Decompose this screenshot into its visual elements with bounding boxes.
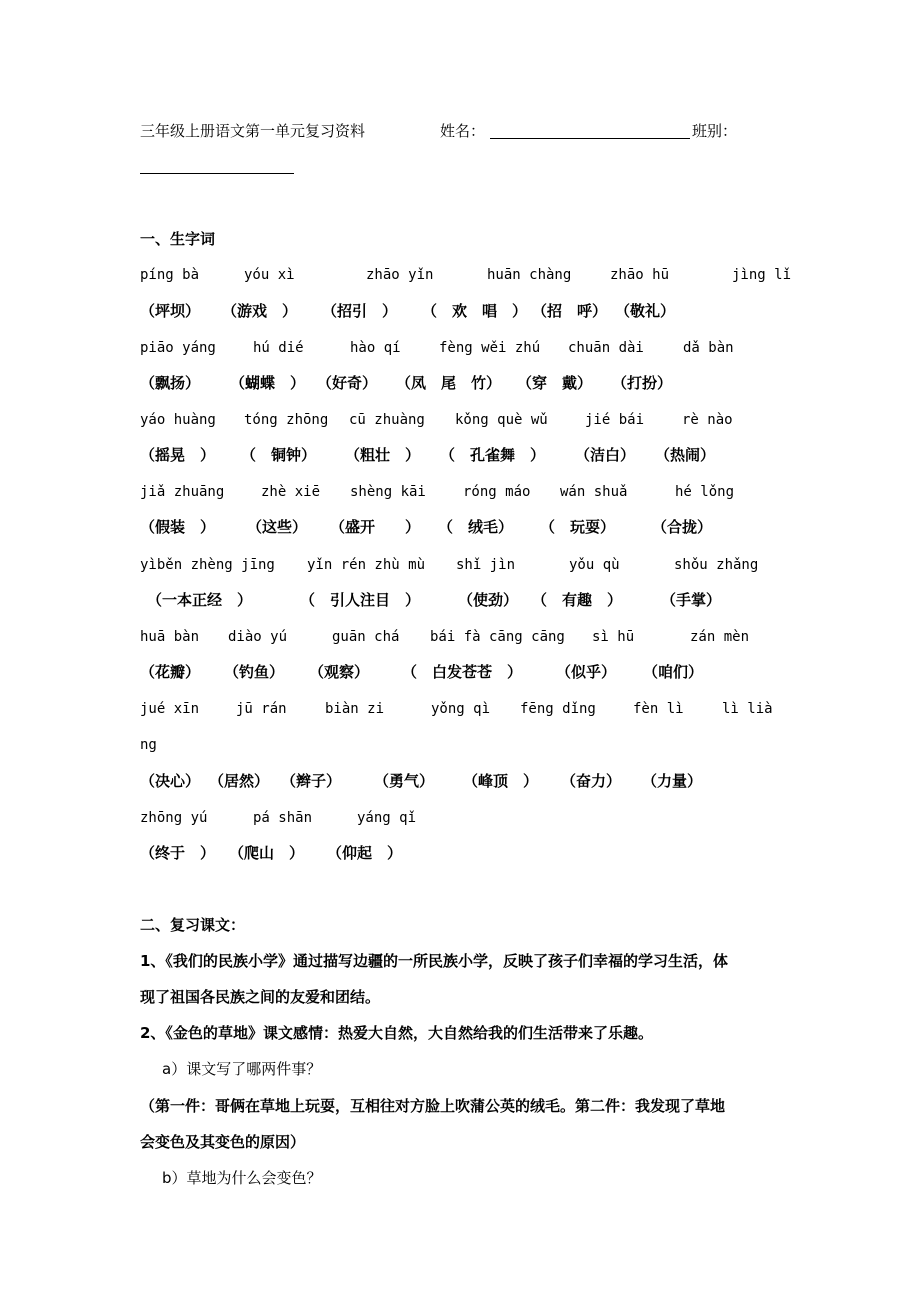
vocab-word: （合拢）: [652, 518, 713, 536]
pinyin: tóng zhōng: [244, 412, 329, 428]
pinyin: shèng kāi: [350, 484, 426, 500]
pinyin: chuān dài: [568, 340, 644, 356]
vocab-word: （游戏 ）: [222, 302, 298, 320]
pinyin: hào qí: [350, 340, 401, 356]
pinyin: lì lià: [722, 701, 773, 717]
vocab-word: （招引 ）: [322, 302, 398, 320]
pinyin: róng máo: [463, 484, 531, 500]
vocab-word: （洁白）: [575, 446, 636, 464]
pinyin: piāo yáng: [140, 340, 216, 356]
pinyin: fèn lì: [633, 701, 684, 717]
pinyin: zhāo hū: [610, 267, 670, 283]
pinyin: zhōng yú: [140, 810, 208, 826]
vocab-word: （居然）: [209, 772, 270, 790]
pinyin: pá shān: [253, 810, 313, 826]
vocab-word: （蝴蝶 ）: [230, 374, 306, 392]
pinyin: jū rán: [236, 701, 287, 717]
vocab-word: （钓鱼）: [224, 663, 285, 681]
vocab-word: （峰顶 ）: [463, 772, 539, 790]
name-blank-line: [490, 138, 690, 139]
vocab-word: （好奇）: [317, 374, 378, 392]
pinyin: píng bà: [140, 267, 200, 283]
class-blank-line: [140, 173, 294, 174]
answer-a-line-1: （第一件：哥俩在草地上玩耍，互相往对方脸上吹蒲公英的绒毛。第二件：我发现了草地: [140, 1097, 726, 1115]
pinyin: yǐn rén zhù mù: [307, 557, 426, 573]
pinyin: jué xīn: [140, 701, 200, 717]
vocab-word: （使劲）: [458, 591, 519, 609]
pinyin-wrap: ng: [140, 737, 157, 753]
vocab-word: （飘扬）: [140, 374, 201, 392]
vocab-word: （似乎）: [556, 663, 617, 681]
paragraph-1-line-2: 现了祖国各民族之间的友爱和团结。: [140, 988, 381, 1006]
vocab-word: （奋力）: [561, 772, 622, 790]
vocab-word: （ 引人注目 ）: [300, 591, 421, 609]
pinyin: shǐ jìn: [456, 557, 516, 573]
pinyin: yóu xì: [244, 267, 295, 283]
vocab-word: （ 有趣 ）: [532, 591, 623, 609]
vocab-word: （力量）: [642, 772, 703, 790]
pinyin: jiǎ zhuāng: [140, 484, 225, 500]
pinyin: hé lǒng: [675, 484, 735, 500]
pinyin: biàn zi: [325, 701, 385, 717]
paragraph-1-line-1: 1、《我们的民族小学》通过描写边疆的一所民族小学，反映了孩子们幸福的学习生活，体: [140, 952, 728, 970]
vocab-word: （打扮）: [612, 374, 673, 392]
paragraph-2: 2、《金色的草地》课文感情：热爱大自然，大自然给我的们生活带来了乐趣。: [140, 1024, 653, 1042]
vocab-word: （假装 ）: [140, 518, 216, 536]
vocab-word: （摇晃 ）: [140, 446, 216, 464]
vocab-word: （终于 ）: [140, 844, 216, 862]
vocab-word: （决心）: [140, 772, 201, 790]
section-heading-vocabulary: 一、生字词: [140, 230, 216, 248]
vocab-word: （勇气）: [374, 772, 435, 790]
pinyin: diào yú: [228, 629, 288, 645]
vocab-word: （招 呼）: [532, 302, 608, 320]
vocab-word: （爬山 ）: [229, 844, 305, 862]
vocab-word: （手掌）: [661, 591, 722, 609]
pinyin: kǒng què wǔ: [455, 412, 548, 428]
pinyin: jìng lǐ: [732, 267, 792, 283]
vocab-word: （花瓣）: [140, 663, 201, 681]
pinyin: dǎ bàn: [683, 340, 734, 356]
vocab-word: （穿 戴）: [517, 374, 593, 392]
vocab-word: （ 绒毛）: [438, 518, 514, 536]
pinyin: hú dié: [253, 340, 304, 356]
pinyin: yáo huàng: [140, 412, 216, 428]
pinyin: rè nào: [682, 412, 733, 428]
vocab-word: （盛开 ）: [330, 518, 421, 536]
vocab-word: （ 玩耍）: [540, 518, 616, 536]
vocab-word: （敬礼）: [615, 302, 676, 320]
pinyin: jié bái: [585, 412, 645, 428]
vocab-word: （ 欢 唱 ）: [422, 302, 528, 320]
vocab-word: （仰起 ）: [327, 844, 403, 862]
pinyin: huān chàng: [487, 267, 572, 283]
pinyin: yáng qǐ: [357, 810, 417, 826]
vocab-word: （坪坝）: [140, 302, 201, 320]
answer-a-line-2: 会变色及其变色的原因）: [140, 1133, 306, 1151]
pinyin: yǒu qù: [569, 557, 620, 573]
vocab-word: （热闹）: [655, 446, 716, 464]
vocab-word: （ 孔雀舞 ）: [440, 446, 546, 464]
pinyin: zhāo yǐn: [366, 267, 434, 283]
pinyin: guān chá: [332, 629, 400, 645]
pinyin: huā bàn: [140, 629, 200, 645]
pinyin: wán shuǎ: [560, 484, 628, 500]
name-label: 姓名：: [440, 122, 486, 140]
class-label: 班别：: [692, 122, 738, 140]
vocab-word: （ 白发苍苍 ）: [402, 663, 523, 681]
pinyin: cū zhuàng: [349, 412, 425, 428]
pinyin: fèng wěi zhú: [439, 340, 541, 356]
pinyin: shǒu zhǎng: [674, 557, 759, 573]
vocab-word: （一本正经 ）: [147, 591, 253, 609]
vocab-word: （粗壮 ）: [345, 446, 421, 464]
vocab-word: （观察）: [309, 663, 370, 681]
question-a: a）课文写了哪两件事？: [162, 1060, 322, 1078]
pinyin: fēng dǐng: [520, 701, 596, 717]
section-heading-review: 二、复习课文：: [140, 916, 246, 934]
pinyin: yǒng qì: [431, 701, 491, 717]
pinyin: zhè xiē: [261, 484, 321, 500]
pinyin: zán mèn: [690, 629, 750, 645]
vocab-word: （凤 尾 竹）: [396, 374, 502, 392]
document-title: 三年级上册语文第一单元复习资料: [140, 122, 366, 140]
vocab-word: （辫子）: [281, 772, 342, 790]
vocab-word: （这些）: [247, 518, 308, 536]
vocab-word: （咱们）: [643, 663, 704, 681]
vocab-word: （ 铜钟）: [241, 446, 317, 464]
pinyin: yìběn zhèng jīng: [140, 557, 275, 573]
pinyin: bái fà cāng cāng: [430, 629, 565, 645]
question-b: b）草地为什么会变色？: [162, 1169, 322, 1187]
pinyin: sì hū: [592, 629, 635, 645]
